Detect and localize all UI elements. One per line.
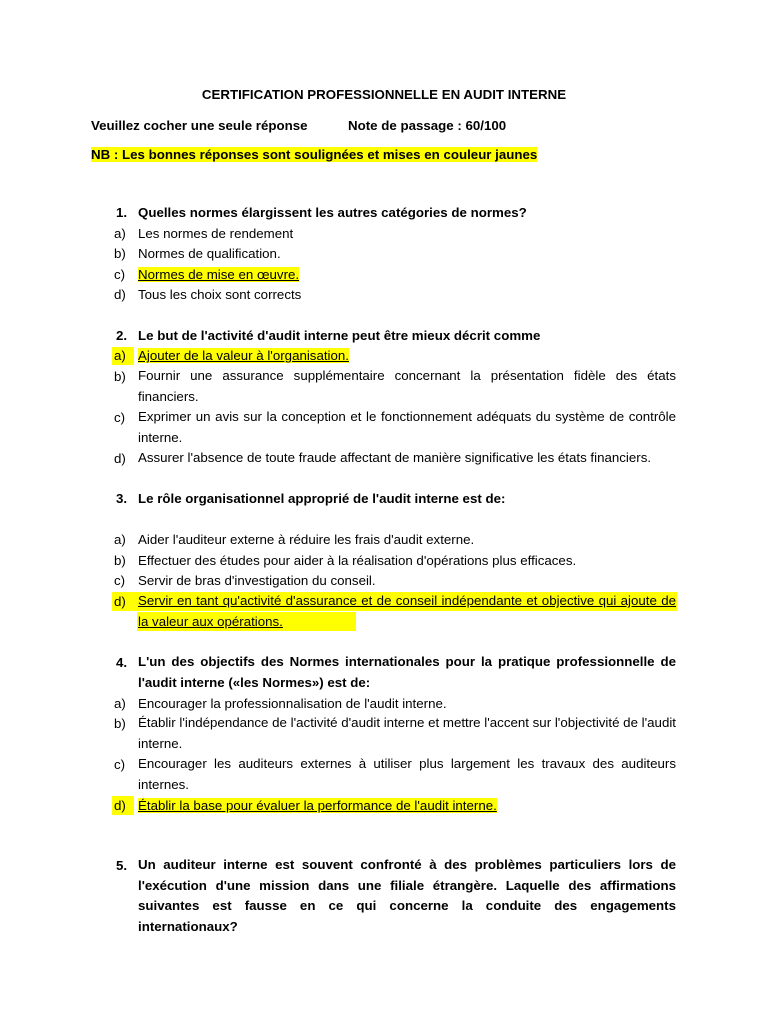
- q3-option-c[interactable]: Servir de bras d'investigation du conseil.: [138, 573, 376, 588]
- pass-mark-text: Note de passage : 60/100: [348, 118, 507, 133]
- q2-correct-answer: Ajouter de la valeur à l'organisation.: [138, 348, 349, 363]
- q4-option-d-correct[interactable]: [138, 797, 497, 814]
- q4-option-b[interactable]: Établir l'indépendance de l'activité d'audit interne et mettre l'accent sur l'objectivité de l'audit interne.: [138, 715, 676, 751]
- q3-option-b[interactable]: Effectuer des études pour aider à la réalisation d'opérations plus efficaces.: [138, 553, 577, 568]
- q4-option-c-marker: c): [114, 757, 126, 772]
- q1-option-b[interactable]: Normes de qualification.: [138, 246, 281, 261]
- q4-option-d-marker: d): [114, 798, 126, 813]
- q3-option-d-marker: d): [114, 594, 126, 609]
- question-3-number: 3.: [116, 491, 128, 506]
- q3-option-a-marker: a): [114, 532, 126, 547]
- q1-option-d-marker: d): [114, 287, 126, 302]
- q2-option-d-marker: d): [114, 451, 126, 466]
- q4-option-a[interactable]: Encourager la professionnalisation de l'audit interne.: [138, 696, 447, 711]
- q2-option-b-marker: b): [114, 369, 126, 384]
- q1-correct-answer: Normes de mise en œuvre.: [138, 267, 300, 282]
- question-3-text: Le rôle organisationnel approprié de l'audit interne est de:: [138, 491, 506, 506]
- q2-option-c-marker: c): [114, 410, 126, 425]
- q1-option-c-marker: c): [114, 267, 126, 282]
- q3-option-a[interactable]: Aider l'auditeur externe à réduire les frais d'audit externe.: [138, 532, 475, 547]
- document-title: CERTIFICATION PROFESSIONNELLE EN AUDIT INTERNE: [201, 87, 567, 102]
- q4-correct-answer: Établir la base pour évaluer la performance de l'audit interne.: [138, 798, 497, 813]
- q4-option-b-marker: b): [114, 716, 126, 731]
- q1-option-a[interactable]: Les normes de rendement: [138, 226, 294, 241]
- question-4-number: 4.: [116, 655, 128, 670]
- instruction-text: Veuillez cocher une seule réponse: [91, 118, 308, 133]
- question-5-text: Un auditeur interne est souvent confronté à des problèmes particuliers lors de l'exécution d'une mission dans une filiale étrangère. Laquelle des affirmations suivantes est fausse en ce qui concerne la conduite des engagements internationaux?: [138, 857, 676, 934]
- question-4-text: L'un des objectifs des Normes internationales pour la pratique professionnelle de l'audit interne («les Normes») est de:: [138, 654, 676, 690]
- q1-option-d[interactable]: Tous les choix sont corrects: [138, 287, 302, 302]
- question-1-text: Quelles normes élargissent les autres catégories de normes?: [138, 205, 527, 220]
- q2-option-a-marker: a): [114, 348, 126, 363]
- question-1-number: 1.: [116, 205, 128, 220]
- question-2-number: 2.: [116, 328, 128, 343]
- q3-option-b-marker: b): [114, 553, 126, 568]
- q2-option-a-correct[interactable]: [138, 347, 349, 364]
- q1-option-b-marker: b): [114, 246, 126, 261]
- q1-option-a-marker: a): [114, 226, 126, 241]
- q3-option-c-marker: c): [114, 573, 126, 588]
- q4-option-c[interactable]: Encourager les auditeurs externes à utiliser plus largement les travaux des auditeurs internes.: [138, 756, 676, 792]
- q2-option-d[interactable]: Assurer l'absence de toute fraude affectant de manière significative les états financiers.: [138, 450, 652, 465]
- q1-option-c-correct[interactable]: [138, 266, 299, 283]
- q3-option-d-correct[interactable]: Servir en tant qu'activité d'assurance et de conseil indépendante et objective qui ajoute de la valeur aux opérations.: [138, 593, 676, 629]
- q2-option-c[interactable]: Exprimer un avis sur la conception et le fonctionnement adéquats du système de contrôle interne.: [138, 409, 676, 445]
- q2-option-b[interactable]: Fournir une assurance supplémentaire concernant la présentation fidèle des états financiers.: [138, 368, 676, 404]
- question-2-text: Le but de l'activité d'audit interne peut être mieux décrit comme: [138, 328, 541, 343]
- question-5-number: 5.: [116, 858, 128, 873]
- note-highlight: NB : Les bonnes réponses sont soulignées et mises en couleur jaunes: [91, 147, 538, 162]
- note-text: [91, 146, 537, 163]
- q4-option-a-marker: a): [114, 696, 126, 711]
